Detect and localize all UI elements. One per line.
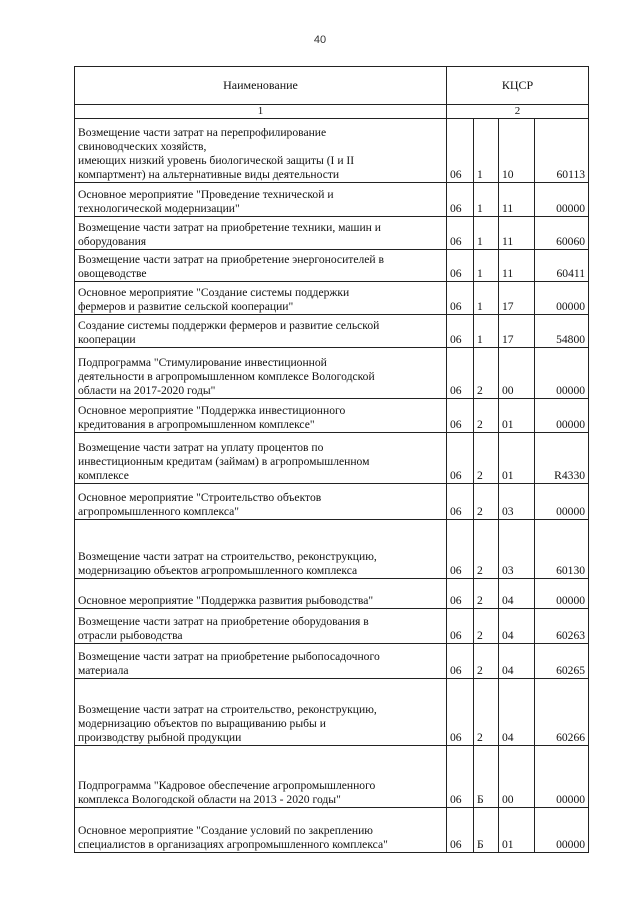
- row-code-c2: 2: [474, 609, 499, 644]
- table-row: [75, 644, 589, 679]
- row-code-c2: 1: [474, 183, 499, 217]
- row-code-c3: 00: [499, 746, 535, 808]
- row-code-c1: 06: [447, 183, 474, 217]
- row-name-line: Основное мероприятие "Создание системы поддержки: [78, 286, 350, 300]
- row-code-c4: 60130: [535, 520, 589, 579]
- row-code-c2: 1: [474, 217, 499, 250]
- table-row: [75, 315, 589, 348]
- row-code-c3: 17: [499, 315, 535, 348]
- row-code-c2: 1: [474, 119, 499, 183]
- row-name-line: Основное мероприятие "Проведение технической и: [78, 188, 334, 202]
- row-code-c1: 06: [447, 808, 474, 853]
- row-code-c1: 06: [447, 579, 474, 609]
- table-row: [75, 183, 589, 217]
- row-code-c3: 01: [499, 808, 535, 853]
- row-code-c3: 17: [499, 282, 535, 315]
- table-row: [75, 520, 589, 579]
- row-code-c4: 00000: [535, 808, 589, 853]
- row-code-c2: 2: [474, 644, 499, 679]
- table-row: [75, 119, 589, 183]
- row-name: [75, 609, 447, 644]
- row-code-c1: 06: [447, 348, 474, 399]
- row-name: [75, 808, 447, 853]
- row-name-line: модернизацию объектов агропромышленного комплекса: [78, 564, 358, 578]
- page-number: 40: [313, 34, 327, 46]
- row-code-c4: 00000: [535, 348, 589, 399]
- row-code-c3: 03: [499, 484, 535, 520]
- row-code-c3: 01: [499, 399, 535, 433]
- row-code-c4: 60266: [535, 679, 589, 746]
- row-name-line: Возмещение части затрат на строительство, реконструкцию,: [78, 702, 377, 716]
- row-code-c1: 06: [447, 250, 474, 282]
- column-number-code: 2: [447, 105, 589, 119]
- row-code-c4: 00000: [535, 183, 589, 217]
- row-name: [75, 399, 447, 433]
- row-name: [75, 315, 447, 348]
- row-code-c3: 11: [499, 250, 535, 282]
- row-code-c1: 06: [447, 644, 474, 679]
- column-number-name: 1: [75, 105, 447, 119]
- row-name-line: Возмещение части затрат на строительство, реконструкцию,: [78, 550, 377, 564]
- row-name-line: компартмент) на альтернативные виды деятельности: [78, 168, 340, 182]
- row-name: [75, 183, 447, 217]
- row-code-c4: 00000: [535, 282, 589, 315]
- table-row: [75, 746, 589, 808]
- row-name: [75, 644, 447, 679]
- row-code-c4: R4330: [535, 433, 589, 484]
- row-code-c3: 03: [499, 520, 535, 579]
- row-code-c1: 06: [447, 520, 474, 579]
- table-row: [75, 579, 589, 609]
- row-code-c1: 06: [447, 119, 474, 183]
- row-name: [75, 520, 447, 579]
- row-code-c2: 2: [474, 679, 499, 746]
- row-code-c2: 1: [474, 315, 499, 348]
- table-row: [75, 282, 589, 315]
- row-code-c4: 60263: [535, 609, 589, 644]
- row-name-line: Возмещение части затрат на приобретение техники, машин и: [78, 221, 381, 235]
- table-row: [75, 433, 589, 484]
- row-name-line: отрасли рыбоводства: [78, 629, 183, 643]
- table-row: [75, 250, 589, 282]
- row-code-c1: 06: [447, 399, 474, 433]
- row-code-c1: 06: [447, 282, 474, 315]
- row-name-line: модернизацию объектов по выращиванию рыбы и: [78, 717, 326, 731]
- row-name-line: овощеводстве: [78, 267, 147, 281]
- row-name: [75, 119, 447, 183]
- row-code-c4: 00000: [535, 746, 589, 808]
- row-name-line: Основное мероприятие "Поддержка инвестиционного: [78, 404, 346, 418]
- row-code-c2: 2: [474, 484, 499, 520]
- row-code-c3: 11: [499, 217, 535, 250]
- row-code-c1: 06: [447, 746, 474, 808]
- row-code-c2: 2: [474, 579, 499, 609]
- row-name-line: оборудования: [78, 235, 147, 249]
- row-name-line: Возмещение части затрат на уплату процентов по: [78, 440, 324, 454]
- table-row: [75, 348, 589, 399]
- row-code-c1: 06: [447, 609, 474, 644]
- row-name-line: фермеров и развитие сельской кооперации": [78, 300, 294, 314]
- row-name-line: Возмещение части затрат на приобретение оборудования в: [78, 615, 369, 629]
- row-code-c4: 00000: [535, 399, 589, 433]
- table-header-row: [75, 67, 589, 105]
- row-code-c3: 04: [499, 644, 535, 679]
- row-code-c1: 06: [447, 679, 474, 746]
- header-code: КЦСР: [447, 67, 589, 105]
- row-name-line: кооперации: [78, 333, 136, 347]
- row-name: [75, 746, 447, 808]
- row-code-c2: Б: [474, 746, 499, 808]
- row-name-line: Основное мероприятие "Поддержка развития рыбоводства": [78, 594, 374, 608]
- row-name-line: деятельности в агропромышленном комплексе Вологодской: [78, 370, 375, 384]
- row-name-line: Основное мероприятие "Создание условий по закреплению: [78, 824, 373, 838]
- row-name-line: комплексе: [78, 469, 129, 483]
- row-name-line: Основное мероприятие "Строительство объектов: [78, 491, 322, 505]
- row-name-line: Возмещение части затрат на перепрофилирование: [78, 125, 327, 139]
- row-name-line: Создание системы поддержки фермеров и развитие сельской: [78, 319, 380, 333]
- row-name: [75, 484, 447, 520]
- table-body: [75, 119, 589, 853]
- row-name-line: Возмещение части затрат на приобретение рыбопосадочного: [78, 650, 380, 664]
- row-name: [75, 433, 447, 484]
- row-name-line: Подпрограмма "Стимулирование инвестиционной: [78, 355, 327, 369]
- row-name-line: комплекса Вологодской области на 2013 - 2020 годы": [78, 793, 341, 807]
- row-code-c3: 01: [499, 433, 535, 484]
- row-name: [75, 348, 447, 399]
- row-name-line: технологической модернизации": [78, 202, 240, 216]
- row-code-c4: 00000: [535, 579, 589, 609]
- table-row: [75, 679, 589, 746]
- row-name-line: специалистов в организациях агропромышленного комплекса": [78, 838, 388, 852]
- row-code-c3: 04: [499, 609, 535, 644]
- table-row: [75, 399, 589, 433]
- row-code-c2: 2: [474, 348, 499, 399]
- row-code-c1: 06: [447, 433, 474, 484]
- header-name: Наименование: [75, 67, 447, 105]
- budget-classification-table: [74, 66, 589, 853]
- row-code-c3: 10: [499, 119, 535, 183]
- row-code-c4: 60060: [535, 217, 589, 250]
- row-name: [75, 217, 447, 250]
- row-name-line: производству рыбной продукции: [78, 731, 242, 745]
- row-code-c1: 06: [447, 315, 474, 348]
- table-row: [75, 484, 589, 520]
- row-code-c2: Б: [474, 808, 499, 853]
- row-name-line: Возмещение части затрат на приобретение энергоносителей в: [78, 253, 384, 267]
- row-code-c4: 00000: [535, 484, 589, 520]
- row-name-line: свиноводческих хозяйств,: [78, 139, 207, 153]
- row-name: [75, 282, 447, 315]
- column-number-row: [75, 105, 589, 119]
- table-row: [75, 808, 589, 853]
- row-name-line: кредитования в агропромышленном комплексе": [78, 418, 315, 432]
- row-name-line: области на 2017-2020 годы": [78, 384, 216, 398]
- row-name: [75, 679, 447, 746]
- row-name-line: имеющих низкий уровень биологической защиты (I и II: [78, 154, 355, 168]
- row-name-line: инвестиционным кредитам (займам) в агропромышленном: [78, 455, 370, 469]
- row-name-line: агропромышленного комплекса": [78, 505, 240, 519]
- row-code-c2: 1: [474, 250, 499, 282]
- table-row: [75, 609, 589, 644]
- table-row: [75, 217, 589, 250]
- row-name: [75, 250, 447, 282]
- row-code-c4: 60411: [535, 250, 589, 282]
- row-code-c2: 2: [474, 520, 499, 579]
- row-code-c3: 04: [499, 579, 535, 609]
- row-code-c2: 2: [474, 433, 499, 484]
- row-name-line: Подпрограмма "Кадровое обеспечение агропромышленного: [78, 779, 376, 793]
- row-code-c4: 60113: [535, 119, 589, 183]
- row-code-c4: 54800: [535, 315, 589, 348]
- row-name: [75, 579, 447, 609]
- row-code-c3: 00: [499, 348, 535, 399]
- row-code-c3: 11: [499, 183, 535, 217]
- row-name-line: материала: [78, 664, 129, 678]
- row-code-c1: 06: [447, 484, 474, 520]
- row-code-c4: 60265: [535, 644, 589, 679]
- row-code-c3: 04: [499, 679, 535, 746]
- row-code-c1: 06: [447, 217, 474, 250]
- row-code-c2: 1: [474, 282, 499, 315]
- row-code-c2: 2: [474, 399, 499, 433]
